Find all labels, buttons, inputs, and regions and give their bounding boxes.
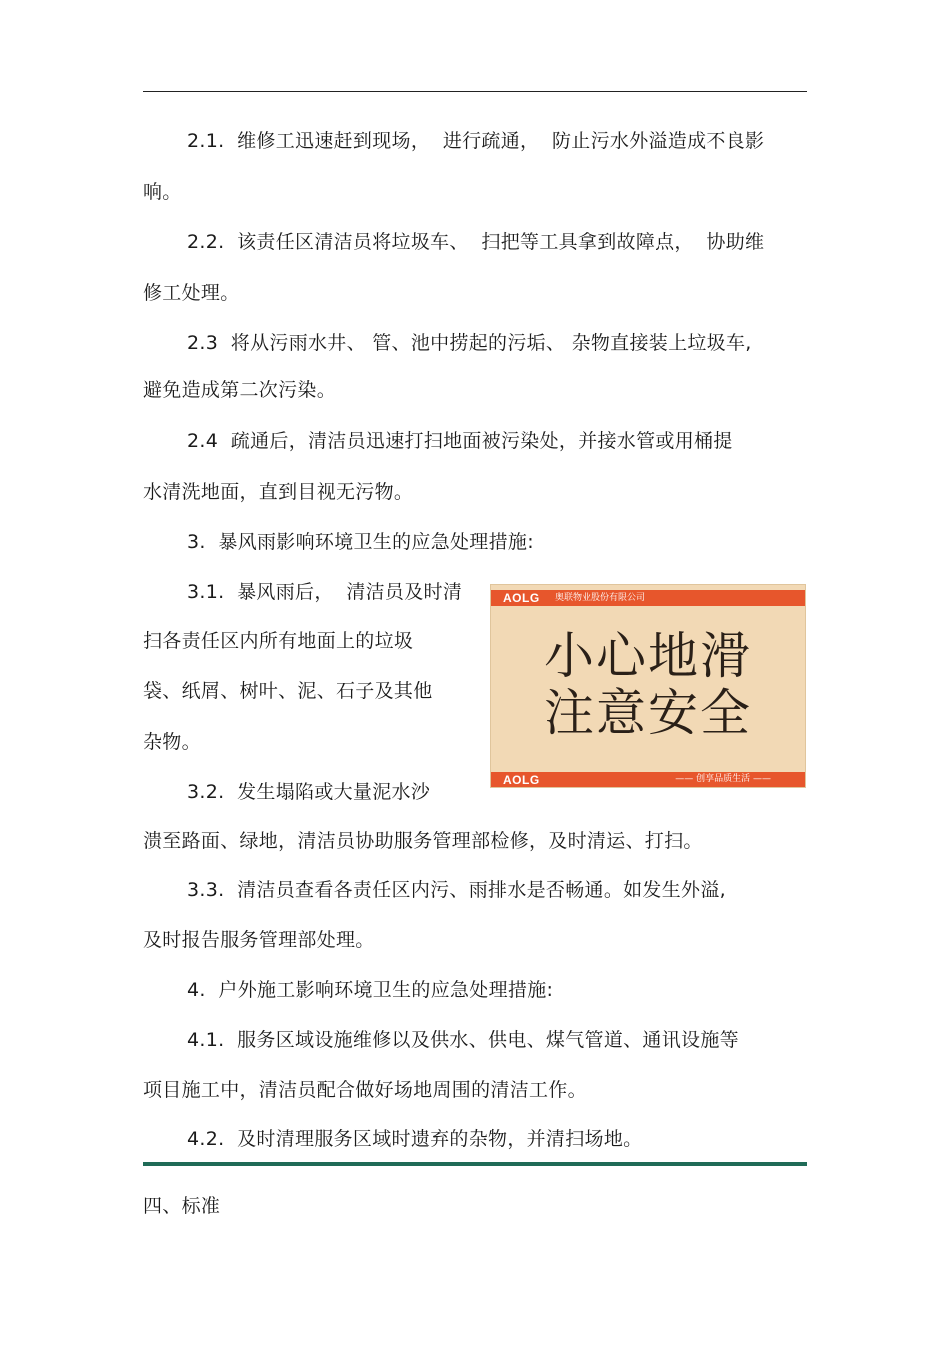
paragraph-3-1: 3.1. 暴风雨后， 清洁员及时清 (187, 581, 463, 603)
sign-top-bar (491, 590, 805, 606)
paragraph-3-1-cont-1: 扫各责任区内所有地面上的垃圾 (143, 630, 414, 652)
heading-3: 3. 暴风雨影响环境卫生的应急处理措施: (187, 531, 534, 553)
paragraph-3-2-cont: 溃至路面、绿地，清洁员协助服务管理部检修，及时清运、打扫。 (143, 830, 703, 852)
paragraph-2-2-cont: 修工处理。 (143, 282, 240, 304)
sign-slogan: —— 创享品质生活 —— (675, 774, 771, 784)
paragraph-3-2: 3.2. 发生塌陷或大量泥水沙 (187, 781, 431, 803)
paragraph-2-1: 2.1. 维修工迅速赶到现场， 进行疏通， 防止污水外溢造成不良影 (187, 130, 765, 152)
paragraph-3-1-cont-3: 杂物。 (143, 731, 201, 753)
paragraph-2-2: 2.2. 该责任区清洁员将垃圾车、 扫把等工具拿到故障点， 协助维 (187, 231, 765, 253)
paragraph-2-1-cont: 响。 (143, 181, 182, 203)
section-divider (143, 1162, 807, 1166)
sign-bottom-bar (491, 772, 805, 787)
paragraph-2-4: 2.4 疏通后，清洁员迅速打扫地面被污染处，并接水管或用桶提 (187, 430, 733, 452)
paragraph-4-1: 4.1. 服务区域设施维修以及供水、供电、煤气管道、通讯设施等 (187, 1029, 739, 1051)
sign-line-1: 小心地滑 (544, 627, 752, 685)
sign-line-2: 注意安全 (544, 684, 752, 742)
sign-logo-bottom: AOLG (503, 773, 540, 787)
paragraph-4-2: 4.2. 及时清理服务区域时遗弃的杂物，并清扫场地。 (187, 1128, 643, 1150)
caution-sign-image (490, 584, 806, 788)
paragraph-4-1-cont: 项目施工中，清洁员配合做好场地周围的清洁工作。 (143, 1079, 587, 1101)
header-rule (143, 91, 807, 92)
sign-logo-top: AOLG (503, 591, 540, 605)
heading-4: 4. 户外施工影响环境卫生的应急处理措施: (187, 979, 554, 1001)
paragraph-3-3-cont: 及时报告服务管理部处理。 (143, 929, 375, 951)
sign-company-name: 奥联物业股份有限公司 (555, 593, 646, 603)
paragraph-2-3: 2.3 将从污雨水井、 管、池中捞起的污垢、 杂物直接装上垃圾车, (187, 332, 752, 354)
paragraph-2-4-cont: 水清洗地面，直到目视无污物。 (143, 481, 414, 503)
section-heading-standards: 四、标准 (143, 1195, 221, 1217)
paragraph-3-1-cont-2: 袋、纸屑、树叶、泥、石子及其他 (143, 680, 433, 702)
paragraph-2-3-cont: 避免造成第二次污染。 (143, 379, 337, 401)
paragraph-3-3: 3.3. 清洁员查看各责任区内污、雨排水是否畅通。如发生外溢, (187, 879, 726, 901)
